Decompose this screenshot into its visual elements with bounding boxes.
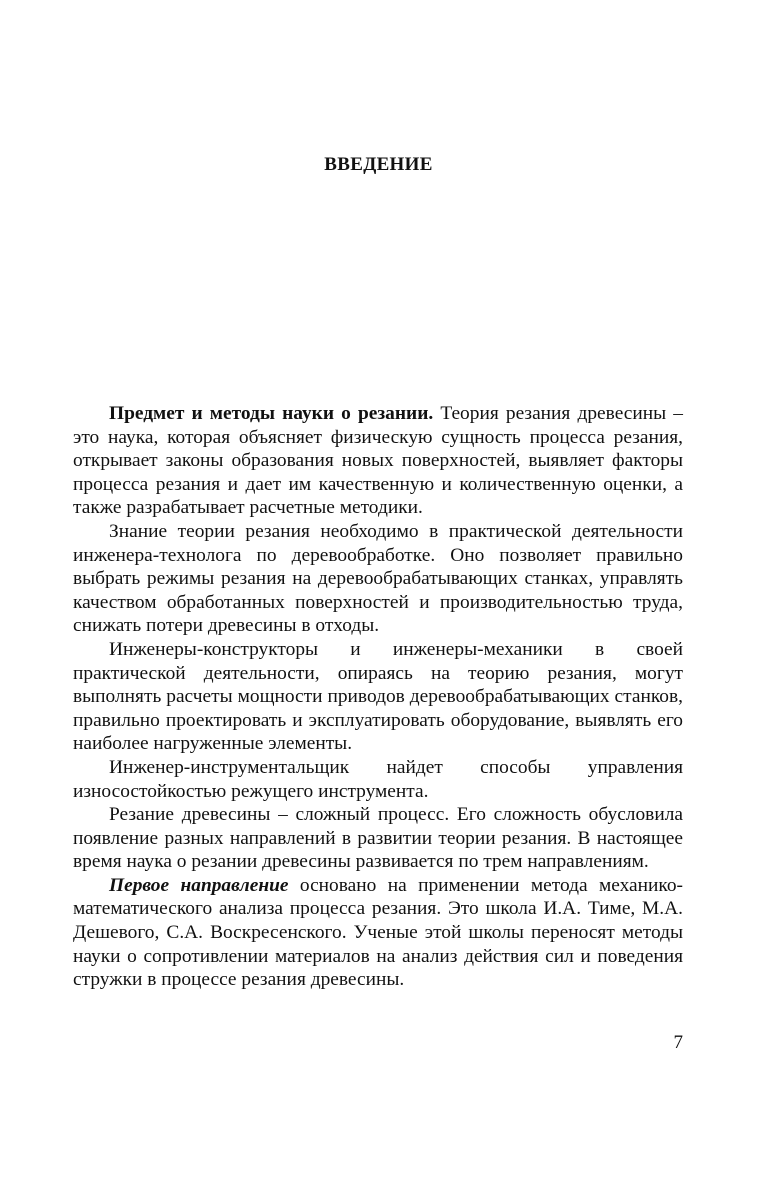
- paragraph-first-direction: [73, 874, 683, 992]
- paragraph-lead-heading: Первое направление: [109, 874, 289, 896]
- paragraph-lead-heading: Предмет и методы науки о резании.: [109, 403, 434, 424]
- paragraph-subject-and-methods: [73, 402, 683, 520]
- paragraph-text: Инженер-инструментальщик найдет способы управления износостойкостью режущего инструмента.: [73, 756, 683, 802]
- paragraph-complexity: [73, 803, 683, 874]
- paragraph-tool-engineer: [73, 756, 683, 803]
- paragraph-text: Инженеры-конструкторы и инженеры-механики в своей практической деятельности, опираясь на теорию резания, могут выполнять расчеты мощности приводов деревообрабатывающих станков, правильно проектировать и эксплуатировать оборудование, выявлять его наиболее нагруженные элементы.: [73, 638, 683, 755]
- body-text: [73, 402, 683, 992]
- page-title: ВВЕДЕНИЕ: [324, 154, 433, 175]
- paragraph-text: основано на применении метода механико-математического анализа процесса резания. Это школа И.А. Тиме, М.А. Дешевого, С.А. Воскресенского. Ученые этой школы переносят методы науки о сопротивлении материалов на анализ действия сил и поведения стружки в процессе резания древесины.: [73, 874, 683, 991]
- paragraph-engineers: [73, 638, 683, 756]
- paragraph-text: Знание теории резания необходимо в практической деятельности инженера-технолога по деревообработке. Оно позволяет правильно выбрать режимы резания на деревообрабатывающих станках, управлять качеством обработанных поверхностей и производительностью труда, снижать потери древесины в отходы.: [73, 520, 683, 637]
- page-number: 7: [673, 1032, 683, 1053]
- paragraph-text: Резание древесины – сложный процесс. Его сложность обусловила появление разных направлений в развитии теории резания. В настоящее время наука о резании древесины развивается по трем направлениям.: [73, 804, 683, 873]
- paragraph-technologist: [73, 520, 683, 638]
- paragraph-text: Теория резания древесины – это наука, которая объясняет физическую сущность процесса резания, открывает законы образования новых поверхностей, выявляет факторы процесса резания и дает им качественную и количественную оценки, а также разрабатывает расчетные методики.: [73, 403, 683, 519]
